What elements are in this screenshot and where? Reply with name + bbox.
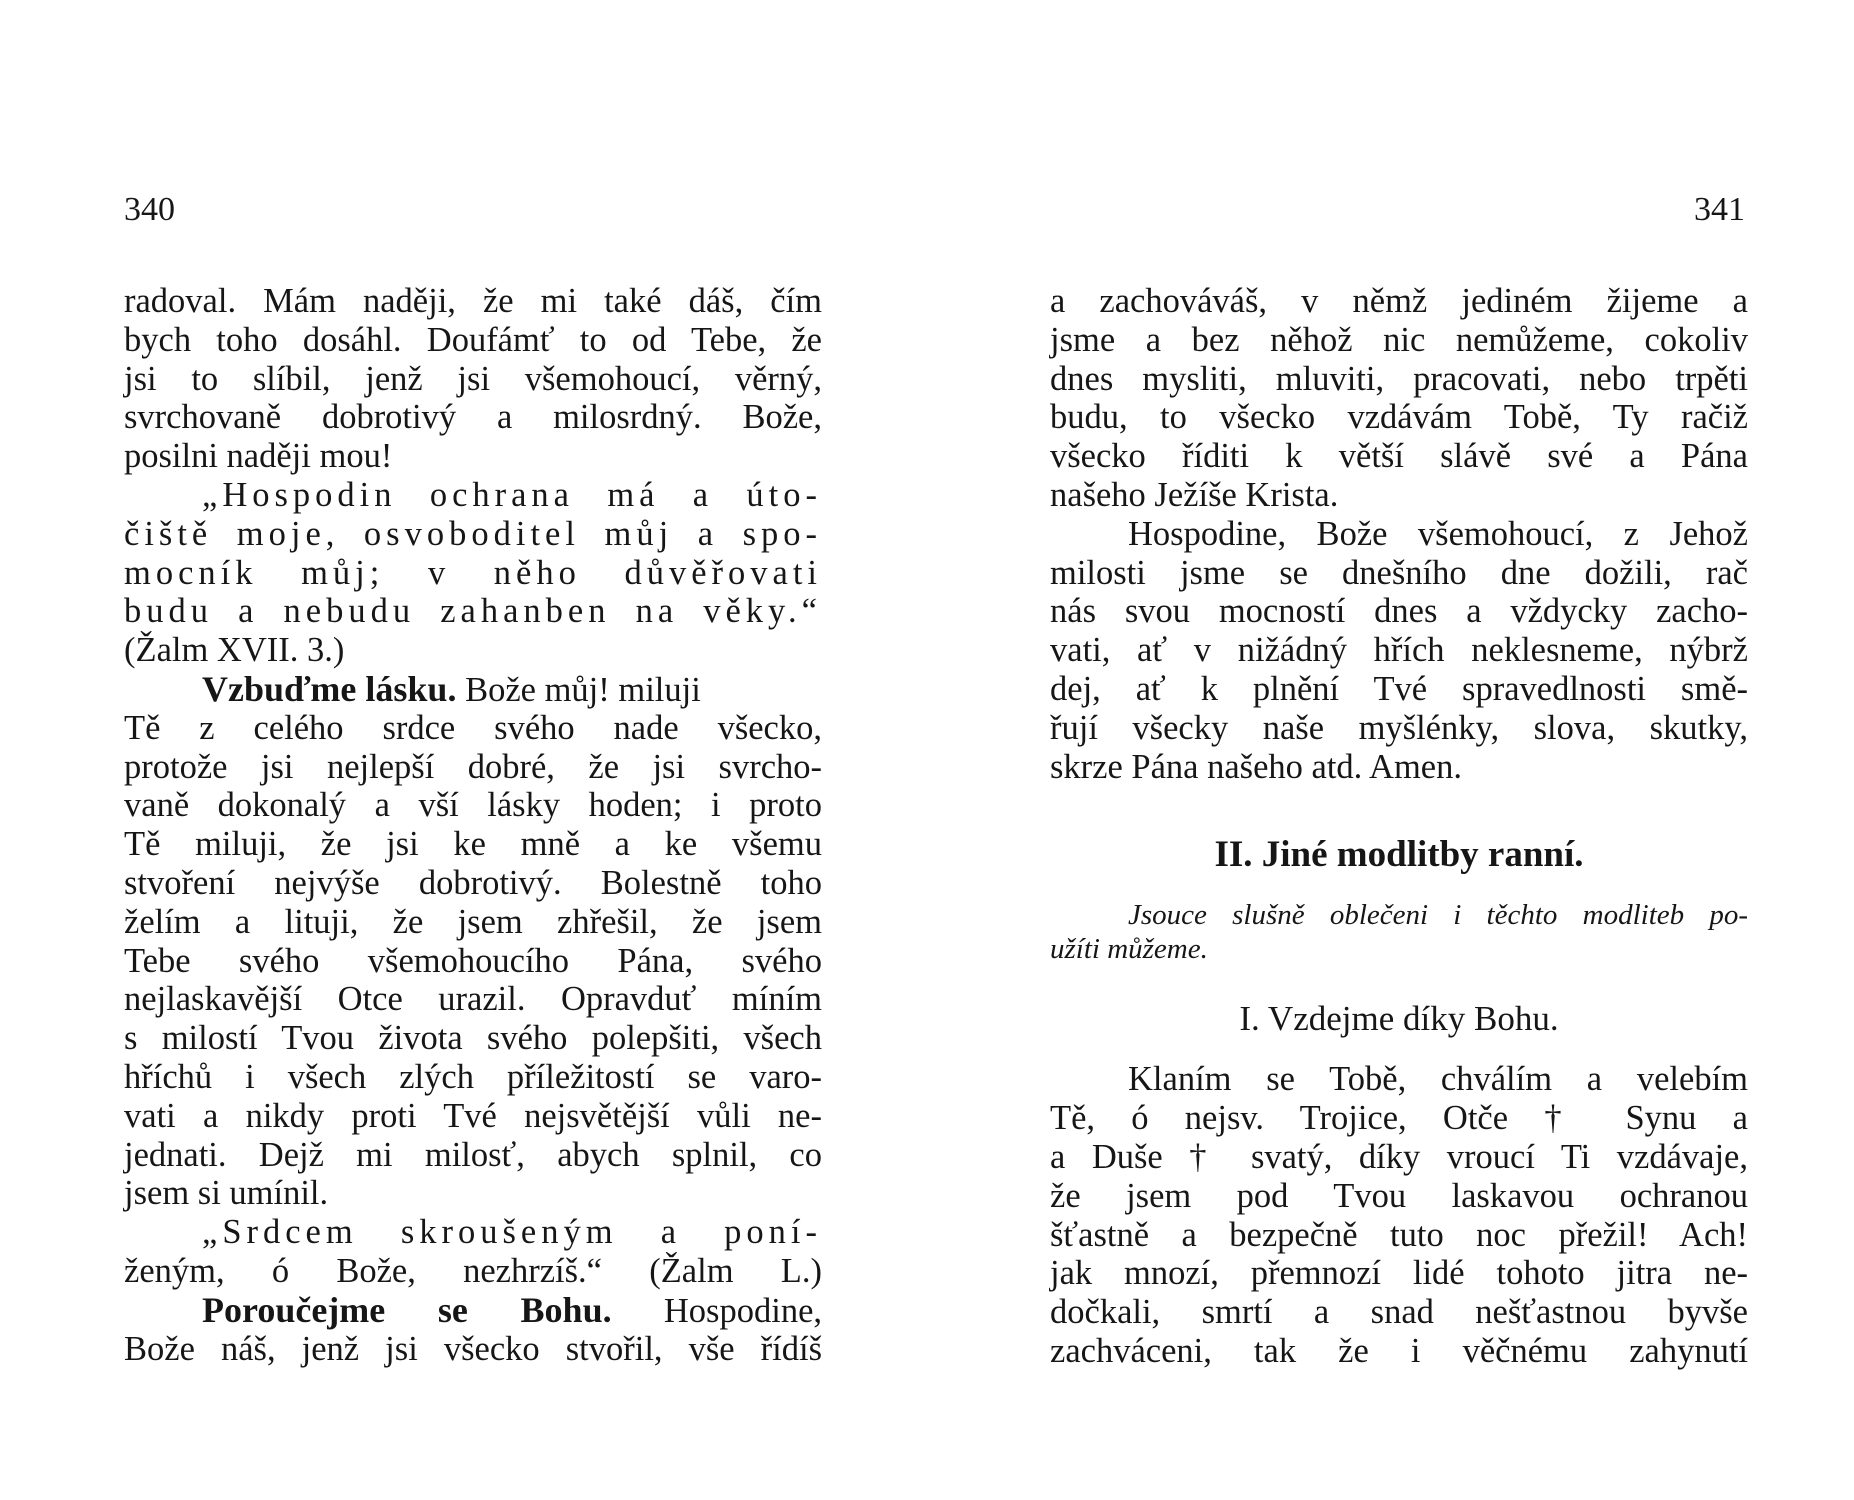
prayer-line: Klaním se Tobě, chválím a velebím — [1128, 1060, 1748, 1099]
text-line: řují všecky naše myšlénky, slova, skutky, — [1050, 708, 1748, 747]
psalm-quote-line: „Srdcem skroušeným a poní- — [202, 1213, 822, 1252]
left-page-text — [124, 282, 822, 1368]
prayer-line: a Duše † svatý, díky vroucí Ti vzdávaje, — [1050, 1137, 1748, 1176]
prayer-line: dočkali, smrtí a snad nešťastnou byvše — [1050, 1293, 1748, 1332]
psalm-quote-line: „Hospodin ochrana má a úto- — [202, 475, 822, 514]
text-line: bych toho dosáhl. Doufámť to od Tebe, že — [124, 320, 822, 359]
sub-heading: I. Vzdejme díky Bohu. — [1239, 999, 1559, 1039]
text-line: Tě z celého srdce svého nade všecko, — [124, 708, 822, 747]
text-line: protože jsi nejlepší dobré, že jsi svrcho- — [124, 747, 822, 786]
psalm-reference: (Žalm XVII. 3.) — [124, 631, 345, 670]
paragraph-line — [124, 670, 822, 709]
page-number-right: 341 — [1694, 191, 1745, 228]
prayer-line: jak mnozí, přemnozí lidé tohoto jitra ne- — [1050, 1254, 1748, 1293]
text-line: budu, to všecko vzdávám Tobě, Ty račiž — [1050, 398, 1748, 437]
paragraph-line — [124, 1291, 822, 1330]
prayer-line: zachváceni, tak že i věčnému zahynutí — [1050, 1331, 1748, 1370]
prayer-line: šťastně a bezpečně tuto noc přežil! Ach! — [1050, 1215, 1748, 1254]
love-heading: Vzbuďme lásku. — [202, 668, 457, 709]
text-line: nás svou mocností dnes a vždycky zacho- — [1050, 592, 1748, 631]
section-heading: II. Jiné modlitby ranní. — [1214, 834, 1584, 876]
right-page-text — [1050, 282, 1748, 1371]
text-line: dnes mysliti, mluviti, pracovati, nebo trpěti — [1050, 359, 1748, 398]
love-text-start: Bože můj! miluji — [465, 670, 701, 709]
text-line: a zachováváš, v němž jediném žijeme a — [1050, 282, 1748, 320]
italic-note-line: užíti můžeme. — [1050, 933, 1208, 966]
page-number-left: 340 — [124, 191, 175, 228]
psalm-quote-line: ženým, ó Bože, nezhrzíš.“ (Žalm L.) — [124, 1251, 822, 1290]
text-line: milosti jsme se dnešního dne dožili, rač — [1050, 553, 1748, 592]
text-line: všecko říditi k větší slávě své a Pána — [1050, 437, 1748, 476]
text-line: želím a lituji, že jsem zhřešil, že jsem — [124, 902, 822, 941]
text-line: vaně dokonalý a vší lásky hoden; i proto — [124, 786, 822, 825]
text-line: Bože náš, jenž jsi všecko stvořil, vše řídíš — [124, 1329, 822, 1368]
prayer-line: že jsem pod Tvou laskavou ochranou — [1050, 1176, 1748, 1215]
text-line: jsem si umínil. — [124, 1174, 329, 1213]
text-line: našeho Ježíše Krista. — [1050, 475, 1339, 514]
text-line: svrchovaně dobrotivý a milosrdný. Bože, — [124, 398, 822, 437]
commend-heading: Poroučejme se Bohu. — [202, 1289, 612, 1330]
text-line: posilni naději mou! — [124, 437, 393, 476]
text-line: dej, ať k plnění Tvé spravedlnosti smě- — [1050, 669, 1748, 708]
commend-text-start: Hospodine, — [663, 1291, 823, 1330]
italic-note — [1050, 898, 1748, 966]
psalm-quote-line: budu a nebudu zahanben na věky.“ — [124, 592, 822, 631]
text-line: jsme a bez něhož nic nemůžeme, cokoliv — [1050, 320, 1748, 359]
text-line: stvoření nejvýše dobrotivý. Bolestně toho — [124, 863, 822, 902]
text-line: Hospodine, Bože všemohoucí, z Jehož — [1128, 514, 1748, 553]
text-line: skrze Pána našeho atd. Amen. — [1050, 747, 1462, 786]
text-line: nejlaskavější Otce urazil. Opravduť míním — [124, 980, 822, 1019]
italic-note-line: Jsouce slušně oblečeni i těchto modliteb po- — [1128, 899, 1748, 932]
psalm-quote-line: mocník můj; v něho důvěřovati — [124, 553, 822, 592]
text-line: hříchů i všech zlých příležitostí se varo- — [124, 1057, 822, 1096]
text-line: Tebe svého všemohoucího Pána, svého — [124, 941, 822, 980]
text-line: jednati. Dejž mi milosť, abych splnil, co — [124, 1135, 822, 1174]
text-line: vati, ať v nižádný hřích neklesneme, nýbrž — [1050, 631, 1748, 670]
text-line: radoval. Mám naději, že mi také dáš, čím — [124, 282, 822, 320]
text-line: Tě miluji, že jsi ke mně a ke všemu — [124, 825, 822, 864]
text-line: vati a nikdy proti Tvé nejsvětější vůli ne- — [124, 1096, 822, 1135]
psalm-quote-line: čiště moje, osvoboditel můj a spo- — [124, 514, 822, 553]
prayer-line: Tě, ó nejsv. Trojice, Otče † Synu a — [1050, 1099, 1748, 1138]
text-line: jsi to slíbil, jenž jsi všemohoucí, věrný, — [124, 359, 822, 398]
text-line: s milostí Tvou života svého polepšiti, všech — [124, 1019, 822, 1058]
